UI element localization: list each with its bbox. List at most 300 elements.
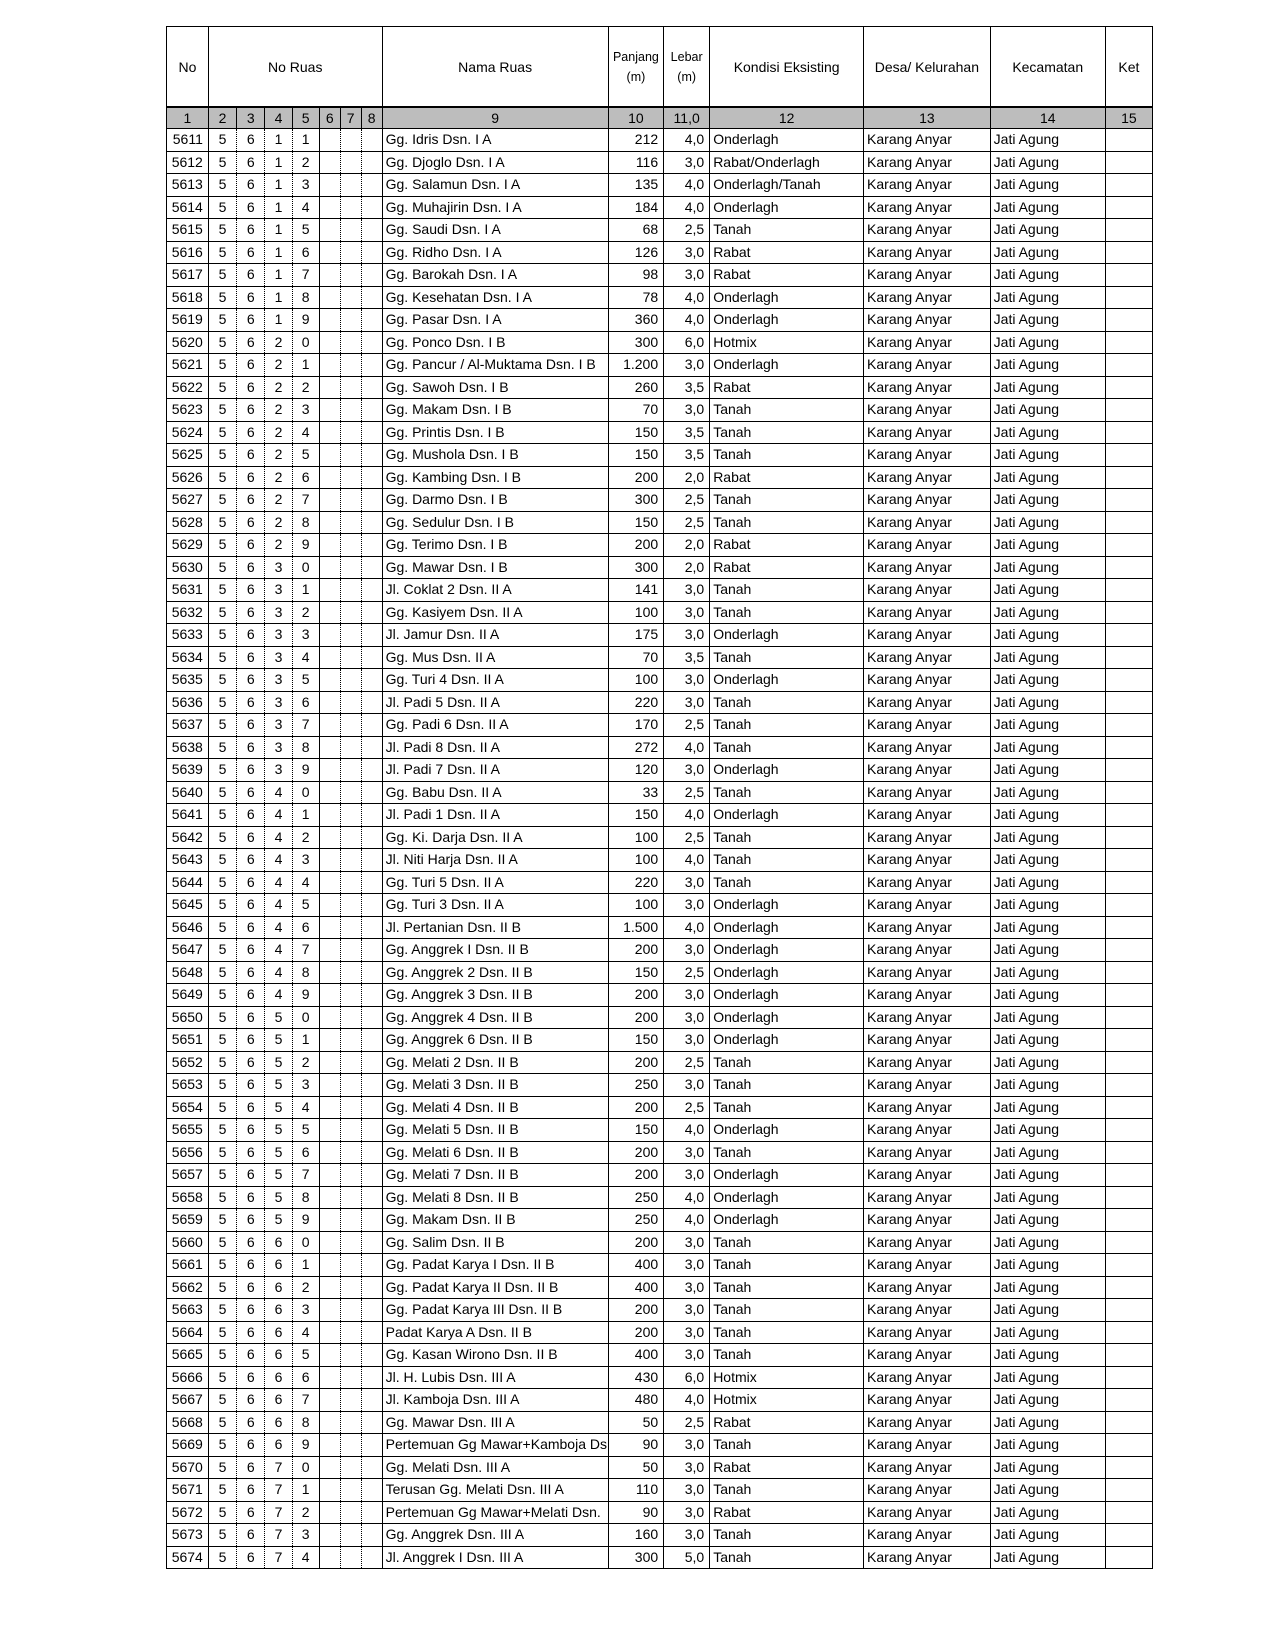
ruas-digit-6 (340, 1389, 361, 1412)
lebar: 4,0 (664, 174, 710, 197)
ruas-digit-4: 4 (292, 421, 319, 444)
road-inventory-table (166, 26, 1153, 1569)
ket (1105, 1096, 1152, 1119)
column-number: 13 (864, 107, 991, 129)
panjang: 220 (608, 691, 663, 714)
table-row (167, 736, 1153, 759)
kecamatan: Jati Agung (990, 534, 1105, 557)
ruas-digit-5 (319, 624, 340, 647)
panjang: 141 (608, 579, 663, 602)
ruas-digit-3: 4 (265, 894, 292, 917)
row-no: 5661 (167, 1254, 209, 1277)
kecamatan: Jati Agung (990, 1119, 1105, 1142)
ruas-digit-4: 0 (292, 331, 319, 354)
nama-ruas: Padat Karya A Dsn. II B (382, 1321, 608, 1344)
kecamatan: Jati Agung (990, 556, 1105, 579)
ruas-digit-5 (319, 511, 340, 534)
ruas-digit-4: 9 (292, 1434, 319, 1457)
kecamatan: Jati Agung (990, 1254, 1105, 1277)
ruas-digit-5 (319, 579, 340, 602)
ruas-digit-4: 4 (292, 646, 319, 669)
nama-ruas: Jl. Padi 7 Dsn. II A (382, 759, 608, 782)
table-row (167, 1254, 1153, 1277)
desa: Karang Anyar (864, 849, 991, 872)
ruas-digit-2: 6 (237, 714, 265, 737)
ruas-digit-6 (340, 219, 361, 242)
ruas-digit-5 (319, 534, 340, 557)
ruas-digit-3: 5 (265, 1029, 292, 1052)
row-no: 5671 (167, 1479, 209, 1502)
kecamatan: Jati Agung (990, 444, 1105, 467)
ruas-digit-2: 6 (237, 264, 265, 287)
ruas-digit-2: 6 (237, 1164, 265, 1187)
lebar: 3,0 (664, 264, 710, 287)
ruas-digit-5 (319, 466, 340, 489)
ruas-digit-3: 6 (265, 1254, 292, 1277)
table-row (167, 421, 1153, 444)
nama-ruas: Gg. Anggrek 2 Dsn. II B (382, 961, 608, 984)
ruas-digit-1: 5 (208, 1434, 236, 1457)
ruas-digit-2: 6 (237, 1456, 265, 1479)
nama-ruas: Gg. Kambing Dsn. I B (382, 466, 608, 489)
ruas-digit-3: 2 (265, 511, 292, 534)
ket (1105, 759, 1152, 782)
table-row (167, 1546, 1153, 1569)
ruas-digit-7 (361, 1479, 382, 1502)
ruas-digit-6 (340, 1164, 361, 1187)
desa: Karang Anyar (864, 556, 991, 579)
kondisi: Onderlagh (710, 984, 864, 1007)
ruas-digit-5 (319, 961, 340, 984)
row-no: 5651 (167, 1029, 209, 1052)
kondisi: Tanah (710, 489, 864, 512)
panjang: 200 (608, 1096, 663, 1119)
ruas-digit-6 (340, 984, 361, 1007)
row-no: 5636 (167, 691, 209, 714)
lebar: 3,0 (664, 1254, 710, 1277)
row-no: 5669 (167, 1434, 209, 1457)
ruas-digit-1: 5 (208, 1029, 236, 1052)
table-row (167, 1209, 1153, 1232)
nama-ruas: Gg. Makam Dsn. II B (382, 1209, 608, 1232)
lebar: 3,0 (664, 399, 710, 422)
ruas-digit-6 (340, 354, 361, 377)
nama-ruas: Jl. Jamur Dsn. II A (382, 624, 608, 647)
ruas-digit-2: 6 (237, 1479, 265, 1502)
table-row (167, 354, 1153, 377)
ket (1105, 534, 1152, 557)
ruas-digit-5 (319, 1164, 340, 1187)
ruas-digit-7 (361, 646, 382, 669)
kondisi: Onderlagh (710, 1119, 864, 1142)
ruas-digit-7 (361, 1299, 382, 1322)
ruas-digit-7 (361, 1209, 382, 1232)
panjang: 120 (608, 759, 663, 782)
lebar: 4,0 (664, 1119, 710, 1142)
ket (1105, 894, 1152, 917)
ruas-digit-6 (340, 1051, 361, 1074)
ket (1105, 309, 1152, 332)
nama-ruas: Gg. Salim Dsn. II B (382, 1231, 608, 1254)
nama-ruas: Gg. Mus Dsn. II A (382, 646, 608, 669)
ruas-digit-2: 6 (237, 511, 265, 534)
ruas-digit-1: 5 (208, 1479, 236, 1502)
kecamatan: Jati Agung (990, 1299, 1105, 1322)
kondisi: Rabat (710, 1456, 864, 1479)
ruas-digit-1: 5 (208, 939, 236, 962)
ruas-digit-2: 6 (237, 804, 265, 827)
ruas-digit-5 (319, 219, 340, 242)
row-no: 5628 (167, 511, 209, 534)
panjang: 150 (608, 804, 663, 827)
table-row (167, 1231, 1153, 1254)
desa: Karang Anyar (864, 1299, 991, 1322)
desa: Karang Anyar (864, 691, 991, 714)
ruas-digit-6 (340, 939, 361, 962)
ruas-digit-2: 6 (237, 1321, 265, 1344)
ruas-digit-1: 5 (208, 646, 236, 669)
nama-ruas: Gg. Anggrek 4 Dsn. II B (382, 1006, 608, 1029)
ruas-digit-3: 2 (265, 534, 292, 557)
table-row (167, 826, 1153, 849)
ruas-digit-7 (361, 1411, 382, 1434)
ruas-digit-7 (361, 1051, 382, 1074)
lebar: 4,0 (664, 196, 710, 219)
ruas-digit-6 (340, 1096, 361, 1119)
panjang: 220 (608, 871, 663, 894)
desa: Karang Anyar (864, 309, 991, 332)
desa: Karang Anyar (864, 1366, 991, 1389)
ruas-digit-7 (361, 241, 382, 264)
desa: Karang Anyar (864, 331, 991, 354)
ket (1105, 1164, 1152, 1187)
table-row (167, 1096, 1153, 1119)
lebar: 3,5 (664, 444, 710, 467)
ruas-digit-7 (361, 871, 382, 894)
kecamatan: Jati Agung (990, 151, 1105, 174)
ruas-digit-7 (361, 624, 382, 647)
nama-ruas: Gg. Sedulur Dsn. I B (382, 511, 608, 534)
desa: Karang Anyar (864, 196, 991, 219)
ruas-digit-2: 6 (237, 286, 265, 309)
kondisi: Tanah (710, 579, 864, 602)
lebar: 4,0 (664, 1209, 710, 1232)
ruas-digit-1: 5 (208, 1164, 236, 1187)
ruas-digit-5 (319, 1366, 340, 1389)
ruas-digit-6 (340, 1321, 361, 1344)
table-row (167, 1501, 1153, 1524)
table-row (167, 556, 1153, 579)
desa: Karang Anyar (864, 264, 991, 287)
ruas-digit-7 (361, 421, 382, 444)
ruas-digit-7 (361, 1029, 382, 1052)
kondisi: Onderlagh (710, 916, 864, 939)
ruas-digit-1: 5 (208, 511, 236, 534)
kondisi: Tanah (710, 601, 864, 624)
ruas-digit-6 (340, 1074, 361, 1097)
nama-ruas: Gg. Melati 4 Dsn. II B (382, 1096, 608, 1119)
nama-ruas: Gg. Turi 3 Dsn. II A (382, 894, 608, 917)
kecamatan: Jati Agung (990, 804, 1105, 827)
ruas-digit-5 (319, 826, 340, 849)
kondisi: Onderlagh (710, 286, 864, 309)
kecamatan: Jati Agung (990, 1051, 1105, 1074)
desa: Karang Anyar (864, 1254, 991, 1277)
ruas-digit-4: 9 (292, 984, 319, 1007)
kondisi: Onderlagh (710, 354, 864, 377)
lebar: 3,0 (664, 1456, 710, 1479)
panjang: 100 (608, 669, 663, 692)
kecamatan: Jati Agung (990, 1366, 1105, 1389)
column-number: 14 (990, 107, 1105, 129)
table-row (167, 1276, 1153, 1299)
panjang: 200 (608, 1051, 663, 1074)
ket (1105, 1276, 1152, 1299)
ket (1105, 646, 1152, 669)
ruas-digit-7 (361, 1006, 382, 1029)
ruas-digit-4: 5 (292, 444, 319, 467)
ket (1105, 1074, 1152, 1097)
column-number: 7 (340, 107, 361, 129)
ruas-digit-2: 6 (237, 759, 265, 782)
panjang: 126 (608, 241, 663, 264)
kondisi: Tanah (710, 1254, 864, 1277)
panjang: 250 (608, 1186, 663, 1209)
ruas-digit-5 (319, 1299, 340, 1322)
ket (1105, 1434, 1152, 1457)
header-kondisi: Kondisi Eksisting (710, 27, 864, 108)
ruas-digit-3: 3 (265, 556, 292, 579)
lebar: 2,5 (664, 781, 710, 804)
ruas-digit-3: 5 (265, 1209, 292, 1232)
table-row (167, 804, 1153, 827)
panjang: 360 (608, 309, 663, 332)
panjang: 150 (608, 511, 663, 534)
ruas-digit-2: 6 (237, 1299, 265, 1322)
nama-ruas: Gg. Pasar Dsn. I A (382, 309, 608, 332)
ruas-digit-7 (361, 556, 382, 579)
header-nama-ruas: Nama Ruas (382, 27, 608, 108)
ruas-digit-3: 6 (265, 1411, 292, 1434)
lebar: 2,0 (664, 534, 710, 557)
column-number: 11,0 (664, 107, 710, 129)
ket (1105, 466, 1152, 489)
ket (1105, 849, 1152, 872)
ruas-digit-5 (319, 1321, 340, 1344)
row-no: 5662 (167, 1276, 209, 1299)
ruas-digit-2: 6 (237, 691, 265, 714)
ruas-digit-1: 5 (208, 129, 236, 152)
kondisi: Rabat (710, 264, 864, 287)
kondisi: Onderlagh (710, 961, 864, 984)
ruas-digit-5 (319, 714, 340, 737)
ruas-digit-4: 6 (292, 241, 319, 264)
kecamatan: Jati Agung (990, 196, 1105, 219)
row-no: 5639 (167, 759, 209, 782)
ruas-digit-1: 5 (208, 376, 236, 399)
ruas-digit-2: 6 (237, 849, 265, 872)
kecamatan: Jati Agung (990, 1186, 1105, 1209)
ruas-digit-5 (319, 601, 340, 624)
nama-ruas: Gg. Idris Dsn. I A (382, 129, 608, 152)
desa: Karang Anyar (864, 781, 991, 804)
ket (1105, 354, 1152, 377)
table-row (167, 579, 1153, 602)
table-row (167, 264, 1153, 287)
nama-ruas: Pertemuan Gg Mawar+Melati Dsn. (382, 1501, 608, 1524)
ruas-digit-2: 6 (237, 196, 265, 219)
desa: Karang Anyar (864, 444, 991, 467)
desa: Karang Anyar (864, 1344, 991, 1367)
panjang: 110 (608, 1479, 663, 1502)
lebar: 3,0 (664, 1344, 710, 1367)
ruas-digit-5 (319, 1344, 340, 1367)
kondisi: Tanah (710, 1074, 864, 1097)
ruas-digit-2: 6 (237, 1141, 265, 1164)
row-no: 5668 (167, 1411, 209, 1434)
ruas-digit-7 (361, 894, 382, 917)
ruas-digit-4: 8 (292, 511, 319, 534)
table-row (167, 714, 1153, 737)
lebar: 3,0 (664, 1029, 710, 1052)
row-no: 5646 (167, 916, 209, 939)
kondisi: Rabat (710, 241, 864, 264)
table-row (167, 916, 1153, 939)
kondisi: Hotmix (710, 1389, 864, 1412)
column-number: 15 (1105, 107, 1152, 129)
ruas-digit-4: 0 (292, 1456, 319, 1479)
kecamatan: Jati Agung (990, 399, 1105, 422)
ruas-digit-4: 7 (292, 264, 319, 287)
table-row (167, 691, 1153, 714)
ruas-digit-1: 5 (208, 1344, 236, 1367)
ket (1105, 286, 1152, 309)
ket (1105, 736, 1152, 759)
nama-ruas: Gg. Anggrek Dsn. III A (382, 1524, 608, 1547)
row-no: 5621 (167, 354, 209, 377)
ruas-digit-4: 8 (292, 736, 319, 759)
kecamatan: Jati Agung (990, 1029, 1105, 1052)
table-row (167, 1434, 1153, 1457)
ruas-digit-5 (319, 264, 340, 287)
table-row (167, 399, 1153, 422)
ket (1105, 624, 1152, 647)
nama-ruas: Gg. Turi 4 Dsn. II A (382, 669, 608, 692)
nama-ruas: Gg. Terimo Dsn. I B (382, 534, 608, 557)
kecamatan: Jati Agung (990, 1411, 1105, 1434)
row-no: 5612 (167, 151, 209, 174)
table-row (167, 849, 1153, 872)
nama-ruas: Gg. Babu Dsn. II A (382, 781, 608, 804)
row-no: 5619 (167, 309, 209, 332)
ruas-digit-4: 1 (292, 1479, 319, 1502)
ruas-digit-3: 6 (265, 1344, 292, 1367)
table-row (167, 646, 1153, 669)
ket (1105, 1411, 1152, 1434)
ruas-digit-1: 5 (208, 399, 236, 422)
ruas-digit-7 (361, 1389, 382, 1412)
ket (1105, 1141, 1152, 1164)
lebar: 5,0 (664, 1546, 710, 1569)
desa: Karang Anyar (864, 1209, 991, 1232)
ruas-digit-7 (361, 1254, 382, 1277)
ruas-digit-5 (319, 1141, 340, 1164)
ruas-digit-6 (340, 1231, 361, 1254)
ruas-digit-7 (361, 669, 382, 692)
ruas-digit-7 (361, 1456, 382, 1479)
kondisi: Onderlagh (710, 1209, 864, 1232)
kecamatan: Jati Agung (990, 984, 1105, 1007)
panjang: 200 (608, 1164, 663, 1187)
kecamatan: Jati Agung (990, 714, 1105, 737)
desa: Karang Anyar (864, 1029, 991, 1052)
desa: Karang Anyar (864, 894, 991, 917)
ruas-digit-1: 5 (208, 579, 236, 602)
header-no-ruas: No Ruas (208, 27, 382, 108)
ruas-digit-7 (361, 1164, 382, 1187)
kondisi: Onderlagh (710, 309, 864, 332)
kondisi: Rabat/Onderlagh (710, 151, 864, 174)
ruas-digit-1: 5 (208, 1186, 236, 1209)
table-body (167, 129, 1153, 1569)
nama-ruas: Gg. Djoglo Dsn. I A (382, 151, 608, 174)
row-no: 5645 (167, 894, 209, 917)
kecamatan: Jati Agung (990, 1524, 1105, 1547)
ruas-digit-7 (361, 399, 382, 422)
ruas-digit-1: 5 (208, 826, 236, 849)
nama-ruas: Jl. Kamboja Dsn. III A (382, 1389, 608, 1412)
table-row (167, 1299, 1153, 1322)
ruas-digit-5 (319, 399, 340, 422)
ruas-digit-3: 4 (265, 916, 292, 939)
desa: Karang Anyar (864, 466, 991, 489)
nama-ruas: Gg. Turi 5 Dsn. II A (382, 871, 608, 894)
ruas-digit-2: 6 (237, 1524, 265, 1547)
lebar: 4,0 (664, 1389, 710, 1412)
ruas-digit-3: 6 (265, 1389, 292, 1412)
ruas-digit-7 (361, 984, 382, 1007)
ruas-digit-7 (361, 174, 382, 197)
nama-ruas: Pertemuan Gg Mawar+Kamboja Ds (382, 1434, 608, 1457)
ruas-digit-6 (340, 1276, 361, 1299)
desa: Karang Anyar (864, 1006, 991, 1029)
kondisi: Tanah (710, 871, 864, 894)
ruas-digit-6 (340, 331, 361, 354)
ket (1105, 421, 1152, 444)
panjang: 1.500 (608, 916, 663, 939)
ruas-digit-2: 6 (237, 1051, 265, 1074)
ruas-digit-6 (340, 556, 361, 579)
nama-ruas: Gg. Melati 8 Dsn. II B (382, 1186, 608, 1209)
kecamatan: Jati Agung (990, 579, 1105, 602)
ruas-digit-5 (319, 241, 340, 264)
desa: Karang Anyar (864, 1141, 991, 1164)
ruas-digit-1: 5 (208, 624, 236, 647)
table-row (167, 1411, 1153, 1434)
ruas-digit-1: 5 (208, 736, 236, 759)
panjang: 430 (608, 1366, 663, 1389)
kecamatan: Jati Agung (990, 1456, 1105, 1479)
row-no: 5620 (167, 331, 209, 354)
ruas-digit-7 (361, 129, 382, 152)
ket (1105, 939, 1152, 962)
kecamatan: Jati Agung (990, 421, 1105, 444)
ruas-digit-6 (340, 489, 361, 512)
kecamatan: Jati Agung (990, 376, 1105, 399)
ruas-digit-2: 6 (237, 1366, 265, 1389)
panjang: 160 (608, 1524, 663, 1547)
ruas-digit-4: 3 (292, 1524, 319, 1547)
